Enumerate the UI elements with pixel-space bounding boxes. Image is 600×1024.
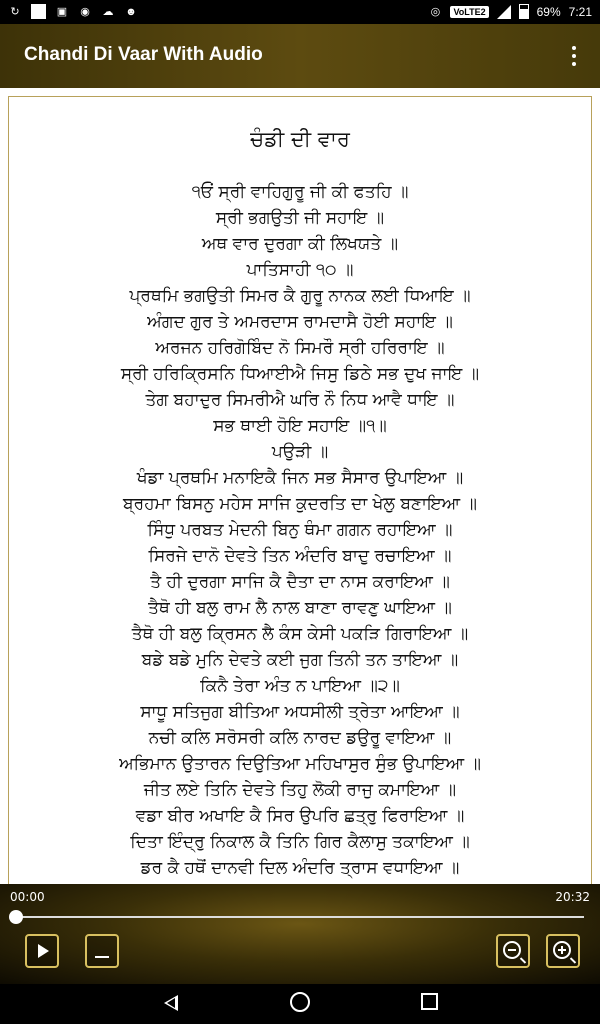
poem-line: ਸਭ ਥਾਈ ਹੋਇ ਸਹਾਇ ॥੧॥ (213, 416, 387, 436)
battery-percent: 69% (536, 4, 561, 19)
back-icon[interactable] (164, 995, 178, 1011)
poem-line: ਪਾਤਿਸਾਹੀ ੧੦ ॥ (246, 260, 354, 280)
current-time: 00:00 (10, 890, 45, 904)
poem-line: ਤੈ ਹੀ ਦੁਰਗਾ ਸਾਜਿ ਕੈ ਦੈਤਾ ਦਾ ਨਾਸ ਕਰਾਇਆ ॥ (150, 572, 450, 592)
zoom-out-button[interactable] (496, 934, 530, 968)
seek-bar[interactable] (16, 916, 584, 918)
notification-icons (8, 4, 138, 19)
zoom-out-icon (503, 941, 521, 959)
poem-line: ਸ੍ਰੀ ਭਗਉਤੀ ਜੀ ਸਹਾਇ ॥ (215, 208, 385, 228)
seek-thumb[interactable] (9, 910, 23, 924)
poem-line: ਅਭਿਮਾਨ ਉਤਾਰਨ ਦਿਉਤਿਆ ਮਹਿਖਾਸੁਰ ਸੁੰਭ ਉਪਾਇਆ ॥ (119, 754, 481, 774)
radio-icon: ◉ (80, 5, 90, 18)
total-time: 20:32 (555, 890, 590, 904)
status-bar (0, 0, 600, 24)
zoom-in-button[interactable] (546, 934, 580, 968)
white-square-icon (31, 4, 46, 19)
recents-icon[interactable] (421, 993, 438, 1010)
poem-line: ਅੰਗਦ ਗੁਰ ਤੇ ਅਮਰਦਾਸ ਰਾਮਦਾਸੈ ਹੋਈ ਸਹਾਇ ॥ (147, 312, 453, 332)
battery-icon (519, 4, 529, 19)
system-icons (428, 4, 592, 19)
text-card[interactable] (8, 96, 592, 898)
poem-line: ੧ਓਂ ਸ੍ਰੀ ਵਾਹਿਗੁਰੂ ਜੀ ਕੀ ਫਤਹਿ ॥ (191, 182, 409, 202)
sync-icon: ↻ (10, 5, 20, 18)
poem-line: ਤੇਗ ਬਹਾਦੁਰ ਸਿਮਰੀਐ ਘਰਿ ਨੌ ਨਿਧ ਆਵੈ ਧਾਇ ॥ (145, 390, 455, 410)
poem-line: ਸਿੰਧੁ ਪਰਬਤ ਮੇਦਨੀ ਬਿਨੁ ਥੰਮਾ ਗਗਨ ਰਹਾਇਆ ॥ (147, 520, 453, 540)
zoom-in-icon (553, 941, 571, 959)
play-icon (38, 944, 49, 958)
network-label: VoLTE2 (450, 6, 488, 18)
poem-line: ਬਡੇ ਬਡੇ ਮੁਨਿ ਦੇਵਤੇ ਕਈ ਜੁਗ ਤਿਨੀ ਤਨ ਤਾਇਆ ॥ (141, 650, 459, 670)
poem-line: ਪਉੜੀ ॥ (271, 442, 329, 462)
minimize-icon (95, 956, 109, 958)
signal-icon (497, 5, 511, 19)
play-button[interactable] (25, 934, 59, 968)
poem-line: ਵਡਾ ਬੀਰ ਅਖਾਇ ਕੈ ਸਿਰ ਉਪਰਿ ਛਤ੍ਰੁ ਫਿਰਾਇਆ ॥ (135, 806, 465, 826)
poem-line: ਦਿਤਾ ਇੰਦ੍ਰੁ ਨਿਕਾਲ ਕੈ ਤਿਨਿ ਗਿਰ ਕੈਲਾਸੁ ਤਕਾਇਆ ॥ (130, 832, 470, 852)
more-vert-icon[interactable] (572, 46, 578, 66)
poem-line: ਸ੍ਰੀ ਹਰਿਕ੍ਰਿਸਨਿ ਧਿਆਈਐ ਜਿਸੁ ਡਿਠੇ ਸਭ ਦੁਖ ਜਾਇ ॥ (120, 364, 480, 384)
app-bar (0, 24, 600, 88)
poem-line: ਸਾਧੂ ਸਤਿਜੁਗ ਬੀਤਿਆ ਅਧਸੀਲੀ ਤ੍ਰੇਤਾ ਆਇਆ ॥ (140, 702, 460, 722)
poem-line: ਜੀਤ ਲਏ ਤਿਨਿ ਦੇਵਤੇ ਤਿਹੁ ਲੋਕੀ ਰਾਜੁ ਕਮਾਇਆ ॥ (143, 780, 457, 800)
image-icon: ▣ (56, 5, 68, 18)
hotspot-icon: ◎ (430, 5, 441, 18)
home-icon[interactable] (290, 992, 310, 1012)
poem-line: ਬ੍ਰਹਮਾ ਬਿਸਨੁ ਮਹੇਸ ਸਾਜਿ ਕੁਦਰਤਿ ਦਾ ਖੇਲੁ ਬਣਾਇਆ ॥ (123, 494, 477, 514)
poem-line: ਅਥ ਵਾਰ ਦੁਰਗਾ ਕੀ ਲਿਖਯਤੇ ॥ (201, 234, 399, 254)
poem-line: ਤੈਥੋ ਹੀ ਬਲੁ ਕ੍ਰਿਸਨ ਲੈ ਕੰਸ ਕੇਸੀ ਪਕੜਿ ਗਿਰਾਇਆ ॥ (131, 624, 469, 644)
poem-line: ਪ੍ਰਥਮਿ ਭਗਉਤੀ ਸਿਮਰ ਕੈ ਗੁਰੂ ਨਾਨਕ ਲਈ ਧਿਆਇ ॥ (129, 286, 471, 306)
navigation-bar (0, 984, 600, 1024)
poem-line: ਕਿਨੈ ਤੇਰਾ ਅੰਤ ਨ ਪਾਇਆ ॥੨॥ (200, 676, 400, 696)
poem-line: ਅਰਜਨ ਹਰਿਗੋਬਿੰਦ ਨੋ ਸਿਮਰੌ ਸ੍ਰੀ ਹਰਿਰਾਇ ॥ (155, 338, 445, 358)
audio-player (0, 884, 600, 984)
cloud-icon: ☁ (102, 5, 114, 18)
poem-line: ਡਰ ਕੈ ਹਥੋਂ ਦਾਨਵੀ ਦਿਲ ਅੰਦਰਿ ਤ੍ਰਾਸ ਵਧਾਇਆ ॥ (140, 858, 460, 878)
poem-line: ਖੰਡਾ ਪ੍ਰਥਮਿ ਮਨਾਇਕੈ ਜਿਨ ਸਭ ਸੈਸਾਰ ਉਪਾਇਆ ॥ (136, 468, 464, 488)
poem-line: ਤੈਥੋ ਹੀ ਬਲੁ ਰਾਮ ਲੈ ਨਾਲ ਬਾਣਾ ਰਾਵਣੁ ਘਾਇਆ ॥ (148, 598, 452, 618)
app-title: Chandi Di Vaar With Audio (24, 44, 263, 65)
poem-line: ਨਚੀ ਕਲਿ ਸਰੋਸਰੀ ਕਲਿ ਨਾਰਦ ਡਉਰੂ ਵਾਇਆ ॥ (148, 728, 452, 748)
clock: 7:21 (568, 4, 592, 19)
minimize-button[interactable] (85, 934, 119, 968)
poem-lines (9, 179, 591, 881)
poem-title: ਚੰਡੀ ਦੀ ਵਾਰ (250, 127, 350, 151)
poem-line: ਸਿਰਜੇ ਦਾਨੋ ਦੇਵਤੇ ਤਿਨ ਅੰਦਰਿ ਬਾਦੁ ਰਚਾਇਆ ॥ (148, 546, 452, 566)
android-icon: ☻ (125, 5, 137, 18)
